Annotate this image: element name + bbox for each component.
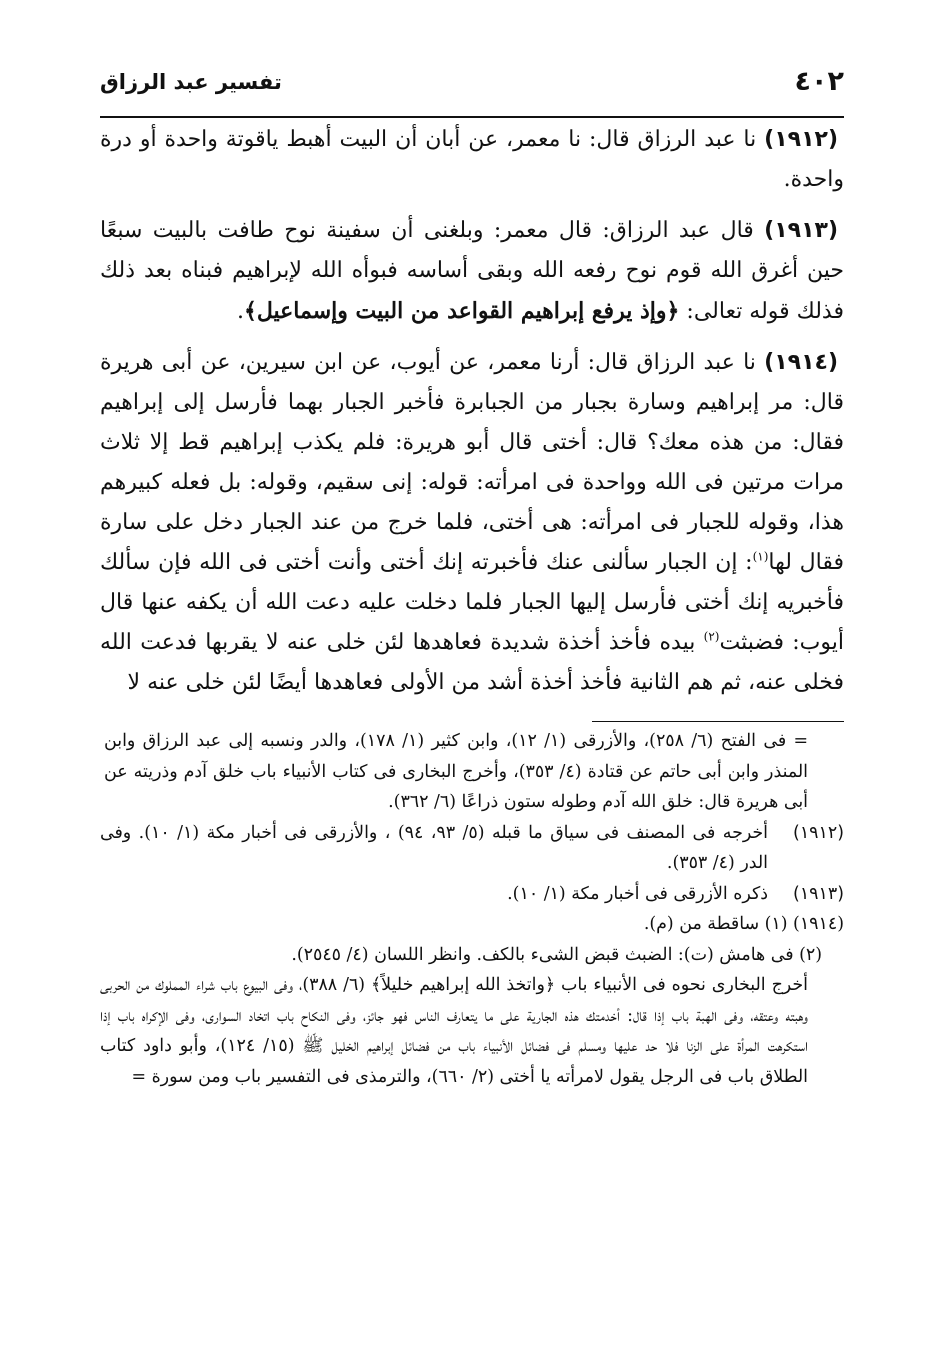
entry-text: : إن الجبار سألنى عنك فأخبرته إنك أختى وأنت أختى فى الله فإن سألك فأخبريه إنك أختى فأرسل إليها الجبار فلما دخلت عليه دعت الله أن يكفه عنها قال أيوب: فضبثت bbox=[100, 550, 844, 655]
book-title: تفسير عبد الرزاق bbox=[100, 70, 282, 94]
entry-text: قال عبد الرزاق: قال معمر: وبلغنى أن سفينة نوح طافت بالبيت سبعًا حين أغرق الله قوم نوح رفعه الله وبقى أساسه فبوأه الله لإبراهيم فبناه بعد ذلك فذلك قوله تعالى: bbox=[100, 218, 844, 324]
footnote-text: أخرجه فى المصنف فى سياق ما قبله (٥/ ٩٣، ٩٤) ، والأزرقى فى أخبار مكة (١/ ١٠). وفى الدر (٤/ ٣٥٣). bbox=[100, 822, 768, 873]
entry-1914 bbox=[100, 343, 844, 703]
footnote-label: (١٩١٣) bbox=[793, 883, 844, 904]
footnotes bbox=[100, 726, 844, 1092]
footnote-label: (١٩١٢) bbox=[793, 822, 844, 843]
footnote-divider bbox=[592, 721, 844, 722]
header-divider bbox=[100, 116, 844, 118]
entry-number: (١٩١٣) bbox=[764, 218, 838, 243]
entry-number: (١٩١٤) bbox=[764, 350, 838, 375]
quran-verse: ﴿وإذ يرفع إبراهيم القواعد من البيت وإسماعيل﴾ bbox=[243, 298, 680, 324]
footnote-continuation: = فى الفتح (٦/ ٢٥٨)، والأزرقى (١/ ١٢)، وابن كثير (١/ ١٧٨)، والدر ونسبه إلى عبد الرزاق وابن المنذر وابن أبى حاتم عن قتادة (٤/ ٣٥٣)، وأخرج البخارى فى كتاب الأنبياء باب خلق آدم وذريته عن أبى هريرة قال: خلق الله آدم وطوله ستون ذراعًا (٦/ ٣٦٢). bbox=[104, 731, 809, 812]
entry-number: (١٩١٢) bbox=[764, 127, 838, 152]
main-text bbox=[100, 120, 844, 714]
entry-end: . bbox=[236, 299, 244, 324]
footnote-text: ذكره الأزرقى فى أخبار مكة (١/ ١٠). bbox=[507, 883, 768, 904]
page-number: ٤٠٢ bbox=[794, 66, 844, 97]
entry-1913 bbox=[100, 211, 844, 332]
footnote-1914-text: أخرج البخارى نحوه فى الأنبياء باب ﴿واتخذ الله إبراهيم خليلاً﴾ (٦/ ٣٨٨)، وفى البيوع باب شراء المملوك من الحربى وهبته وعتقه، وفى الهبة باب إذا قال: أخدمتك هذه الجارية على ما يتعارف الناس فهو جائز، وفى النكاح باب اتخاد السوارى، وفى الإكراه باب إذا استكرهت المرأة على الزنا فلا حد عليها ومسلم فى فضائل الأنبياء باب من فضائل إبراهيم الخليل ﷺ (١٥/ ١٢٤)، وأبو داود كتاب الطلاق باب فى الرجل يقول لامرأته يا أختى (٢/ ٦٦٠)، والترمذى فى التفسير باب ومن سورة = bbox=[100, 975, 808, 1087]
book-page bbox=[100, 62, 845, 1087]
footnote-ref-2: (٢) bbox=[703, 629, 720, 644]
footnote-ref-1: (١) bbox=[752, 549, 769, 564]
entry-text: نا عبد الرزاق قال: أرنا معمر، عن أيوب، عن ابن سيرين، عن أبى هريرة قال: مر إبراهيم وسارة بجبار من الجبابرة فأخبر الجبار بهما فأرسل إلى إبراهيم فقال: من هذه معك؟ قال: أختى قال أبو هريرة: فلم يكذب إبراهيم قط إلا ثلاث مرات مرتين فى الله وواحدة فى امرأته: قوله: إنى سقيم، وقوله: بل فعله كبيرهم هذا، وقوله للجبار فى امرأته: هى أختى، فلما خرج من عند الجبار دخل على سارة فقال لها bbox=[100, 350, 845, 575]
entry-text: نا عبد الرزاق قال: نا معمر، عن أبان أن البيت أهبط ياقوتة واحدة أو درة واحدة. bbox=[100, 127, 844, 192]
page-header bbox=[100, 62, 844, 102]
footnote-1914-1: (١٩١٤) (١) ساقطة من (م). bbox=[643, 914, 844, 934]
footnote-1913 bbox=[100, 879, 844, 910]
entry-1912 bbox=[100, 120, 844, 200]
entry-text: بيده فأخذ أخذة شديدة فعاهدها لئن خلى عنه لا يقربها فدعت الله فخلى عنه، ثم هم الثانية فأخذ أخذة أشد من الأولى فعاهدها أيضًا لئن خلى عنه لا bbox=[100, 630, 844, 695]
footnote-1914-2: (٢) فى هامش (ت): الضبث قبض الشىء بالكف. وانظر اللسان (٤/ ٢٥٤٥). bbox=[291, 944, 822, 965]
footnote-1912 bbox=[100, 818, 844, 879]
